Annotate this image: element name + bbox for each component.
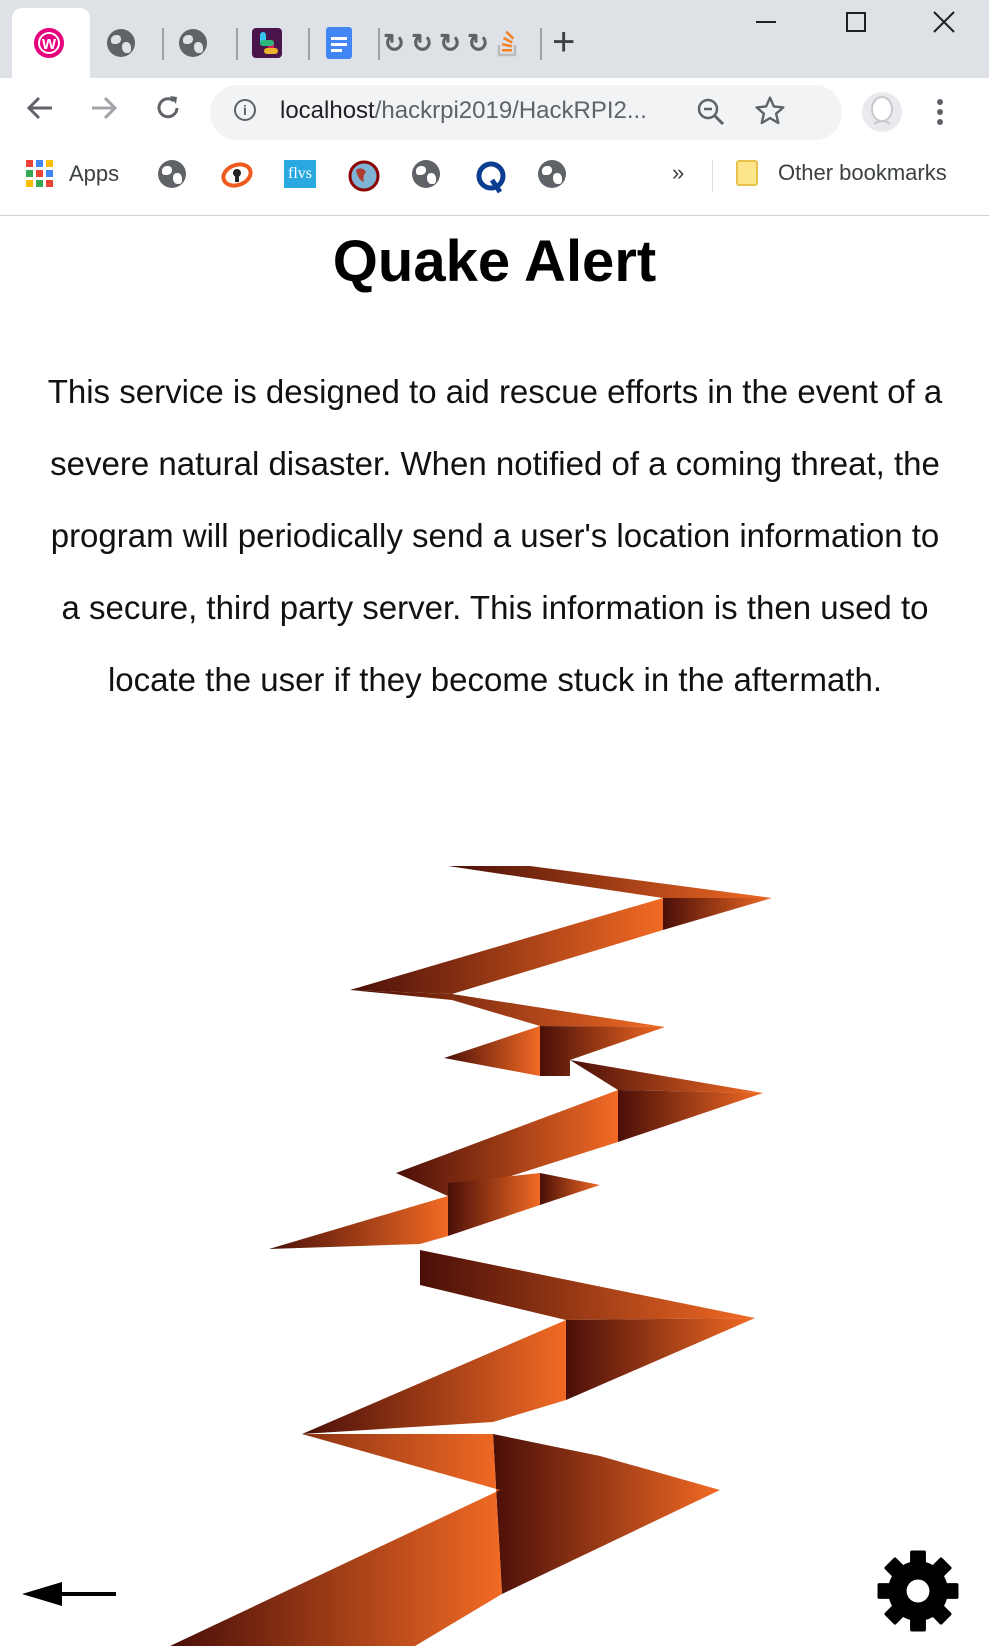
loading-icon: ↻ (411, 27, 433, 58)
url-host: localhost (280, 97, 375, 124)
crack-segment (448, 866, 772, 898)
service-description: This service is designed to aid rescue efforts in the event of a severe natural disaster. When notified of a coming threat, the program will periodically send a user's location information to a secure, third party server. This information is then used to locate the user if they become stuck in the aftermath. (47, 373, 943, 698)
bookmark-apps-label: Apps (69, 160, 120, 186)
crack-segment (493, 1434, 720, 1594)
crack-segment (350, 990, 665, 1027)
crack-segment (420, 1250, 755, 1320)
loading-icon: ↻ (467, 27, 489, 58)
gear-icon (878, 1551, 959, 1632)
crack-segment (302, 1320, 566, 1434)
crack-segment (570, 1060, 763, 1093)
crack-segment (350, 898, 663, 994)
crack-segment (540, 1173, 600, 1205)
page-title: Quake Alert (332, 229, 657, 294)
crack-segment (566, 1318, 755, 1400)
wampserver-icon: w (32, 26, 66, 60)
flvs-logo-icon: flvs (284, 160, 316, 188)
loading-icon: ↻ (383, 27, 405, 58)
info-icon[interactable]: i (234, 99, 256, 121)
crack-segment (448, 1173, 540, 1236)
crack-segment (170, 1434, 502, 1646)
loading-icon: ↻ (439, 27, 461, 58)
new-tab-button[interactable]: + (552, 20, 576, 64)
bookmarks-overflow-button[interactable]: » (672, 160, 685, 185)
crack-segment (618, 1090, 763, 1142)
crack-segment (663, 898, 772, 930)
back-nav-button[interactable] (22, 1572, 122, 1616)
crack-segment (269, 1196, 448, 1249)
left-arrow-icon (22, 1582, 116, 1606)
crack-segment (444, 1026, 540, 1076)
other-bookmarks-label: Other bookmarks (778, 160, 947, 185)
url-path: /hackrpi2019/HackRPI2... (374, 97, 647, 124)
settings-button[interactable] (874, 1547, 962, 1635)
